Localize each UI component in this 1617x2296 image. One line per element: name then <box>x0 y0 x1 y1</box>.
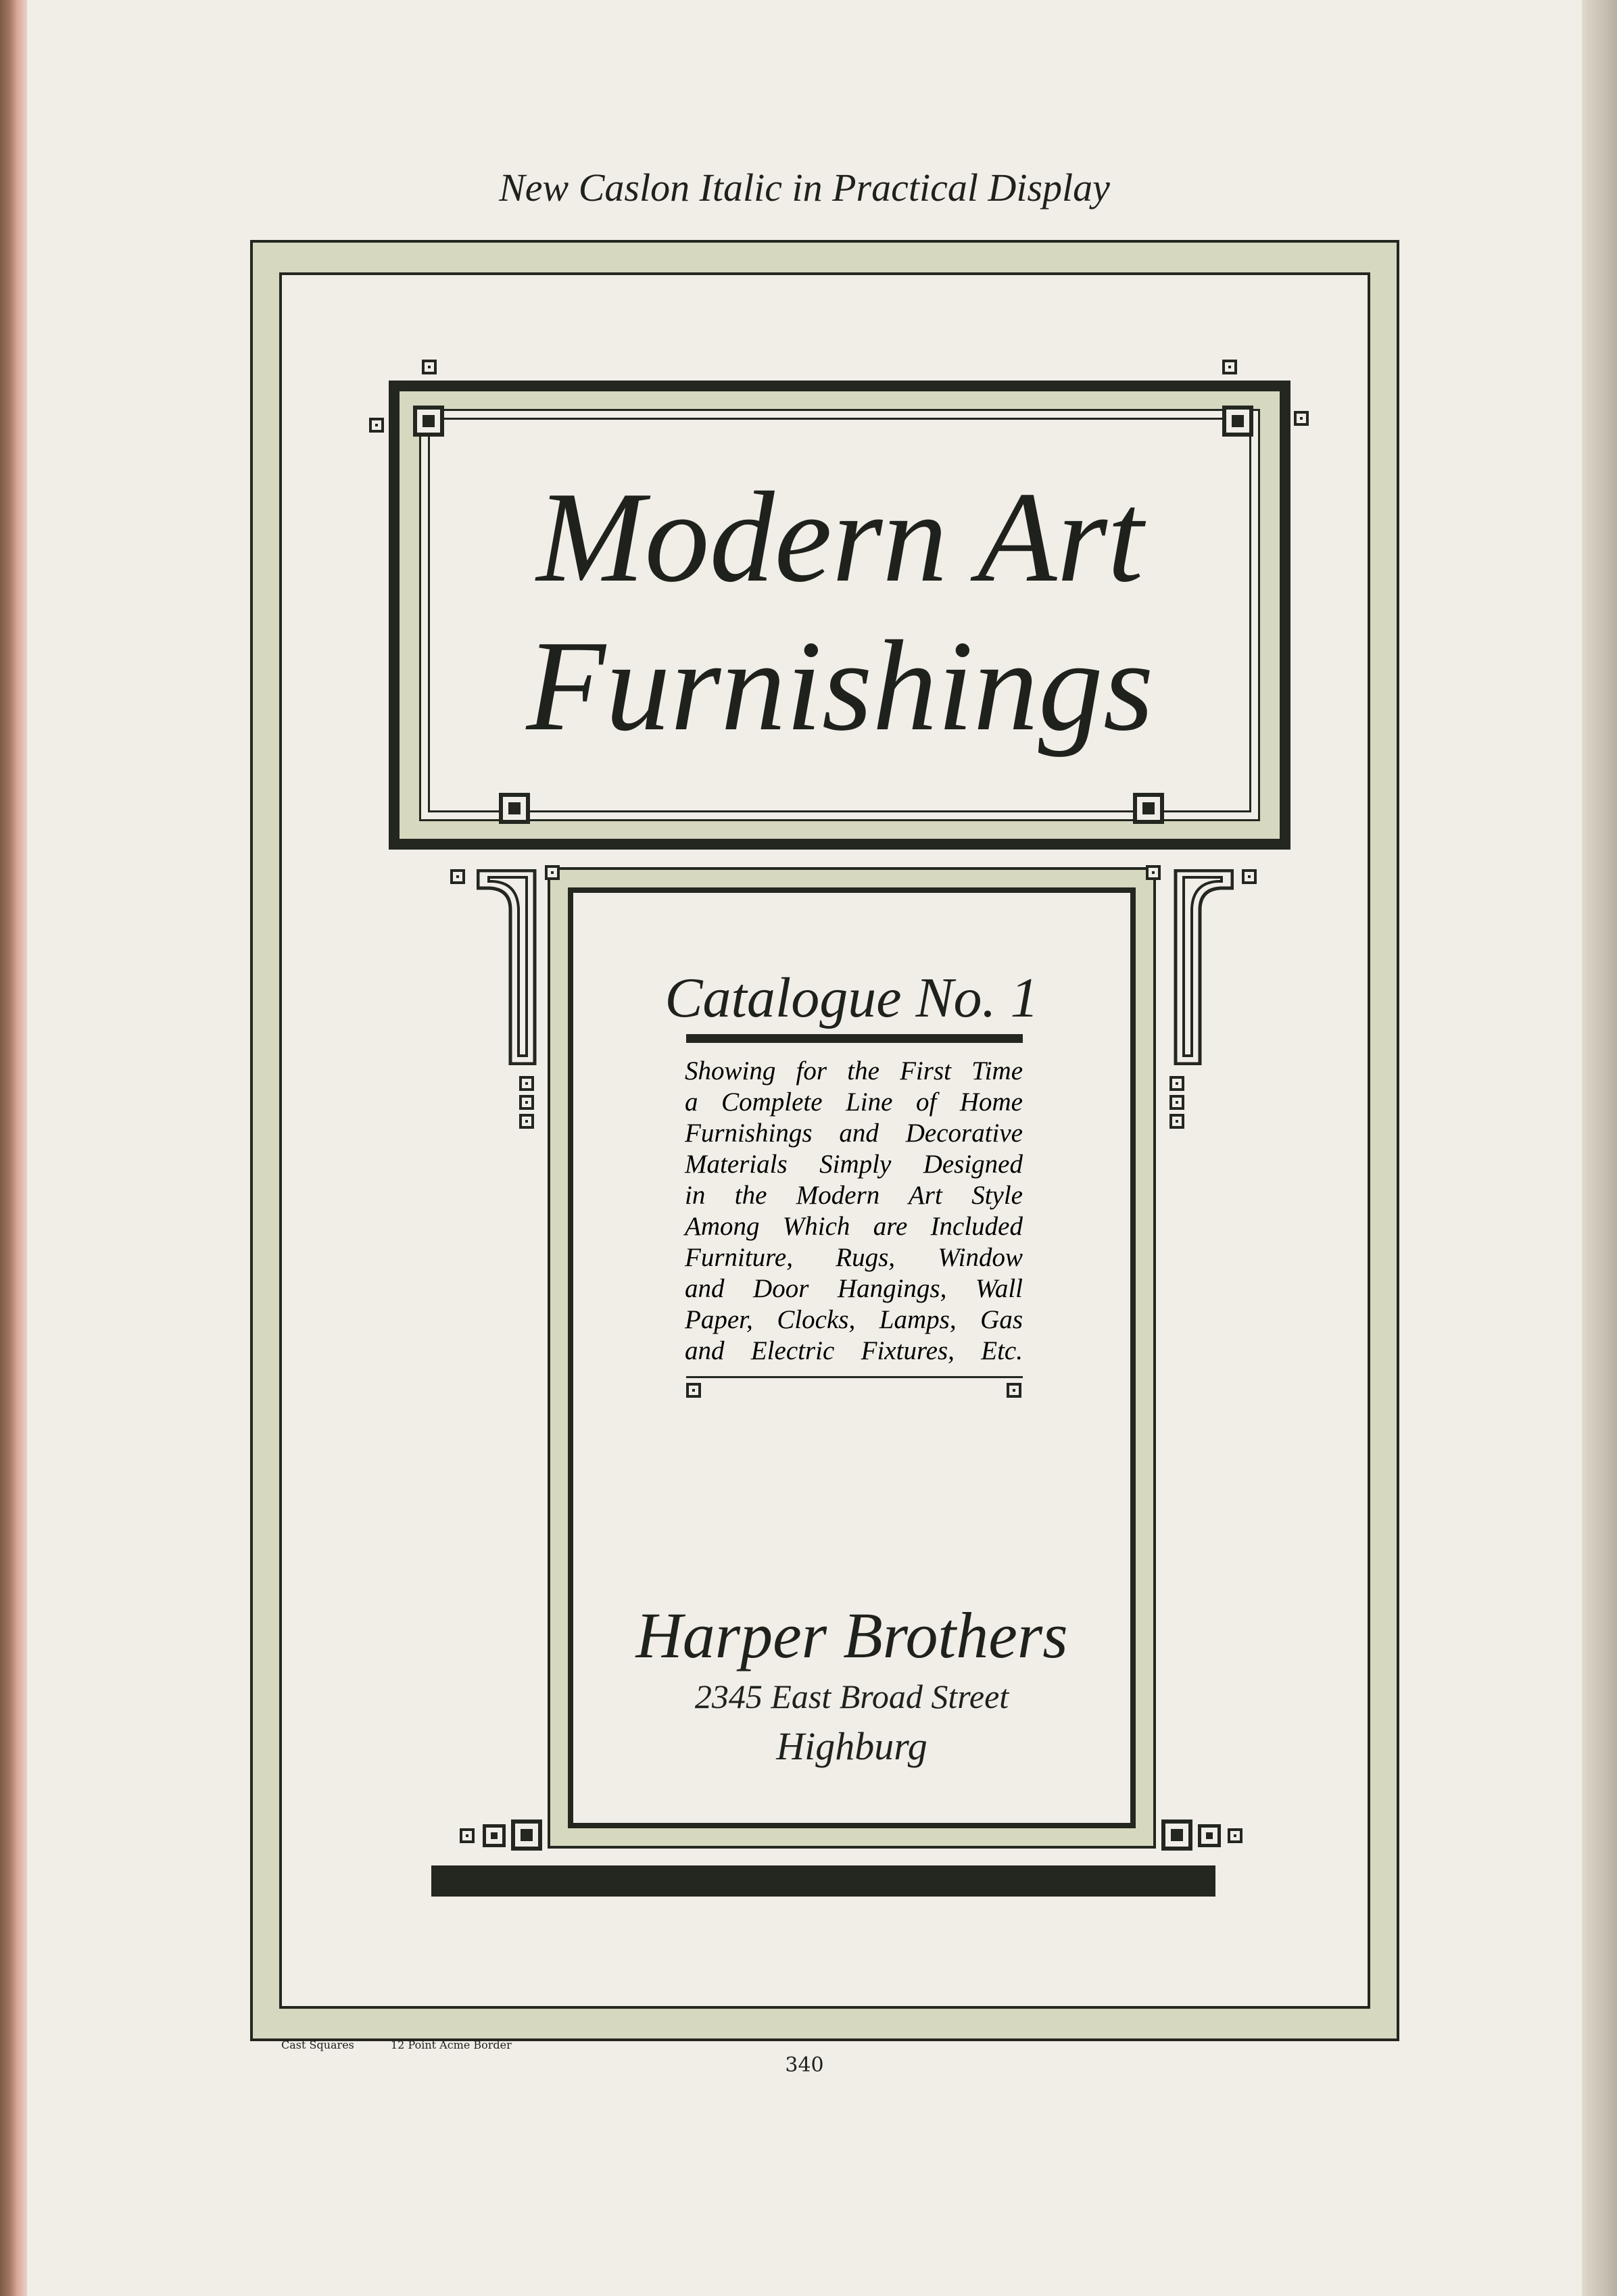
ornament-square-icon <box>519 1076 534 1091</box>
bottom-heavy-bar <box>431 1865 1215 1897</box>
description-line: in the Modern Art Style <box>685 1181 1023 1210</box>
bracket-icon <box>1173 869 1234 1065</box>
page-number: 340 <box>785 2053 824 2077</box>
company-city: Highburg <box>776 1724 927 1768</box>
catalogue-description <box>685 1056 1023 1367</box>
ornament-square-icon <box>519 1095 534 1110</box>
ornament-square-icon <box>450 869 465 884</box>
description-line: Paper, Clocks, Lamps, Gas <box>685 1305 1023 1334</box>
description-line: Showing for the First Time <box>685 1056 1023 1085</box>
description-bottom-rule <box>686 1376 1023 1378</box>
description-line: and Door Hangings, Wall <box>685 1274 1023 1303</box>
ornament-square-icon <box>1169 1114 1184 1129</box>
ornament-square-icon <box>1222 360 1237 374</box>
page-header-title: New Caslon Italic in Practical Display <box>499 166 1110 210</box>
ornament-square-icon <box>1242 869 1257 884</box>
catalogue-title: Catalogue No. 1 <box>665 967 1039 1029</box>
company-address: 2345 East Broad Street <box>694 1678 1009 1715</box>
catalogue-title-rule <box>686 1034 1023 1043</box>
ornament-square-icon <box>686 1383 701 1398</box>
description-line: Furnishings and Decorative <box>685 1119 1023 1148</box>
left-bracket-ornament <box>477 869 537 1065</box>
description-line: Furniture, Rugs, Window <box>685 1243 1023 1272</box>
headline-corner-square-icon <box>499 793 530 824</box>
ornament-square-icon <box>460 1828 475 1843</box>
company-name: Harper Brothers <box>635 1599 1068 1671</box>
ornament-square-icon <box>1294 411 1309 426</box>
ornament-square-icon <box>1146 865 1161 880</box>
ornament-square-icon <box>369 418 384 433</box>
ornament-square-icon <box>1169 1095 1184 1110</box>
headline-corner-square-icon <box>1222 406 1253 437</box>
headline-line-2: Furnishings <box>526 614 1154 758</box>
ornament-square-icon <box>1161 1819 1192 1851</box>
description-line: and Electric Fixtures, Etc. <box>685 1336 1023 1365</box>
ornament-square-icon <box>1228 1828 1242 1843</box>
ornament-square-icon <box>545 865 560 880</box>
description-line: Among Which are Included <box>685 1212 1023 1241</box>
footer-caption-left: Cast Squares <box>281 2038 354 2051</box>
ornament-square-icon <box>1169 1076 1184 1091</box>
book-page <box>27 0 1582 2296</box>
description-line: Materials Simply Designed <box>685 1150 1023 1179</box>
ornament-square-icon <box>1007 1383 1021 1398</box>
right-bracket-ornament <box>1173 869 1234 1065</box>
headline-corner-square-icon <box>1133 793 1164 824</box>
ornament-square-icon <box>511 1819 542 1851</box>
ornament-square-icon <box>1198 1824 1221 1847</box>
description-line: a Complete Line of Home <box>685 1088 1023 1117</box>
bracket-icon <box>477 869 537 1065</box>
footer-caption-right: 12 Point Acme Border <box>391 2038 512 2051</box>
headline-corner-square-icon <box>413 406 444 437</box>
ornament-square-icon <box>519 1114 534 1129</box>
ornament-square-icon <box>422 360 437 374</box>
ornament-square-icon <box>483 1824 506 1847</box>
headline-line-1: Modern Art <box>536 465 1144 609</box>
